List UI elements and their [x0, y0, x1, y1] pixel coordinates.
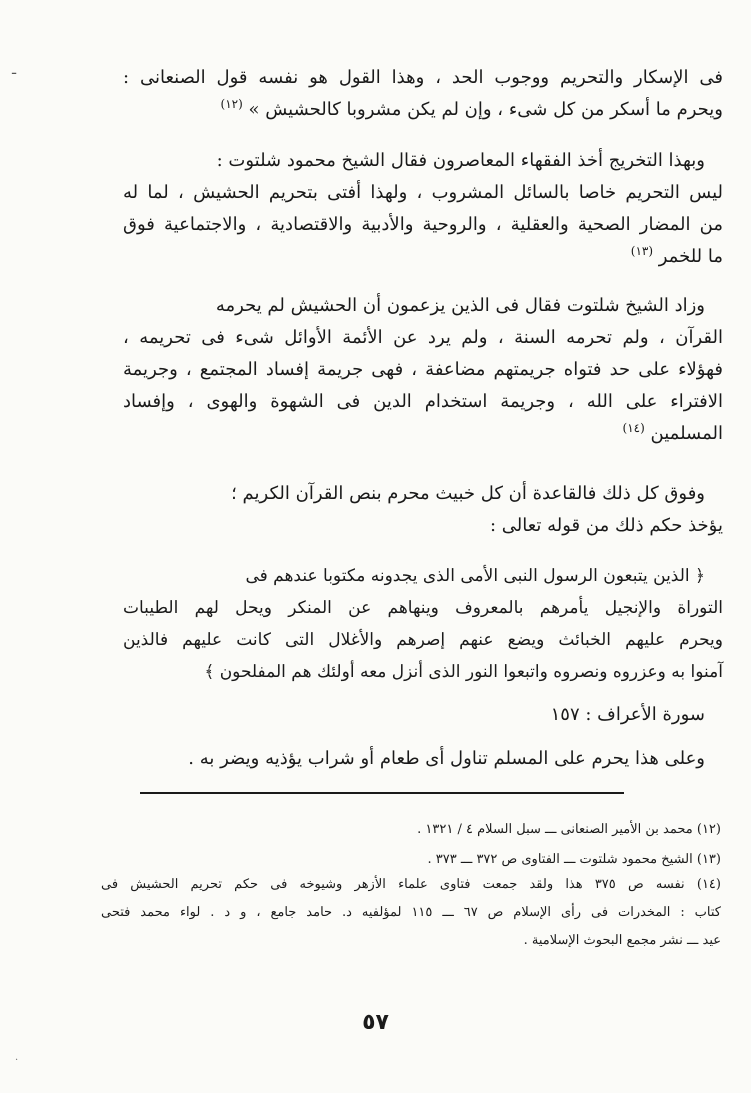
paragraph-line: ما للخمر $^{(١٣)}$: [630, 244, 723, 267]
footnote-ref: (١٢): [220, 97, 243, 111]
paragraph-line: فهؤلاء على حد فتواه جريمتهم مضاعفة ، فهى جريمة إفساد المجتمع ، وجريمة: [123, 359, 723, 380]
paragraph-line: الافتراء على الله ، وجريمة استخدام الدين فى الشهوة والهوى ، وإفساد: [123, 391, 723, 412]
paragraph-line: القرآن ، ولم تحرمه السنة ، ولم يرد عن الأئمة الأوائل شىء فى تحريمه ،: [123, 327, 723, 348]
page-number: ٥٧: [362, 1010, 389, 1035]
footnote-ref: (١٤): [622, 421, 645, 435]
verse-line: التوراة والإنجيل يأمرهم بالمعروف وينهاهم عن المنكر ويحل لهم الطيبات: [123, 598, 723, 618]
footnote-ref: (١٣): [630, 244, 654, 258]
footnote-14: (١٤) نفسه ص ٣٧٥ هذا ولقد جمعت فتاوى علماء الأزهر وشيوخه فى حكم تحريم الحشيش فى: [101, 877, 721, 892]
paragraph-line: ليس التحريم خاصا بالسائل المشروب ، ولهذا أفتى بتحريم الحشيش ، لما له: [123, 182, 723, 203]
footnote-14-cont: كتاب : المخدرات فى رأى الإسلام ص ٦٧ ـــ ١١٥ لمؤلفيه د. حامد جامع ، و د . لواء محمد فتحى: [101, 905, 721, 920]
paragraph-line: وفوق كل ذلك فالقاعدة أن كل خبيث محرم بنص القرآن الكريم ؛: [231, 483, 705, 504]
paragraph-line: وزاد الشيخ شلتوت فقال فى الذين يزعمون أن الحشيش لم يحرمه: [215, 295, 705, 316]
quran-verse: [123, 560, 723, 688]
paragraph-4: [123, 478, 723, 542]
verse-line: ويحرم عليهم الخبائث ويضع عنهم إصرهم والأغلال التى كانت عليهم فالذين: [123, 630, 723, 650]
footnote-divider: [140, 792, 624, 794]
paragraph-2: [123, 145, 723, 273]
paragraph-line: ويحرم ما أسكر من كل شىء ، وإن لم يكن مشروبا كالحشيش » $^{(١٢)}$: [220, 97, 723, 120]
paragraph-1: [123, 62, 723, 126]
closing-paragraph: [123, 743, 723, 775]
scan-dot-icon: ·: [15, 1055, 19, 1066]
verse-citation: سورة الأعراف : ١٥٧: [550, 704, 705, 725]
paragraph-line: وعلى هذا يحرم على المسلم تناول أى طعام أو شراب يؤذيه ويضر به .: [188, 748, 705, 769]
paragraph-line: يؤخذ حكم ذلك من قوله تعالى :: [489, 515, 723, 536]
paragraph-3: [123, 290, 723, 450]
paragraph-line: من المضار الصحية والعقلية ، والروحية والأدبية والاقتصادية ، والاجتماعية فوق: [123, 214, 723, 235]
paragraph-line: فى الإسكار والتحريم ووجوب الحد ، وهذا القول هو نفسه قول الصنعانى :: [123, 67, 723, 88]
paragraph-line: المسلمين $^{(١٤)}$: [622, 421, 723, 444]
paragraph-line: وبهذا التخريج أخذ الفقهاء المعاصرون فقال الشيخ محمود شلتوت :: [216, 150, 705, 171]
footnote-13: (١٣) الشيخ محمود شلتوت ـــ الفتاوى ص ٣٧٢ ـــ ٣٧٣ .: [427, 852, 721, 867]
verse-line: آمنوا به وعزروه ونصروه واتبعوا النور الذى أنزل معه أولئك هم المفلحون ﴾: [204, 662, 723, 682]
footnote-12: (١٢) محمد بن الأمير الصنعانى ـــ سبل السلام ٤ / ١٣٢١ .: [417, 822, 721, 837]
footnote-14-end: عيد ـــ نشر مجمع البحوث الإسلامية .: [523, 933, 721, 948]
verse-line: ﴿ الذين يتبعون الرسول النبى الأمى الذى يجدونه مكتوبا عندهم فى: [245, 566, 705, 586]
margin-mark-icon: ـ: [12, 62, 17, 78]
